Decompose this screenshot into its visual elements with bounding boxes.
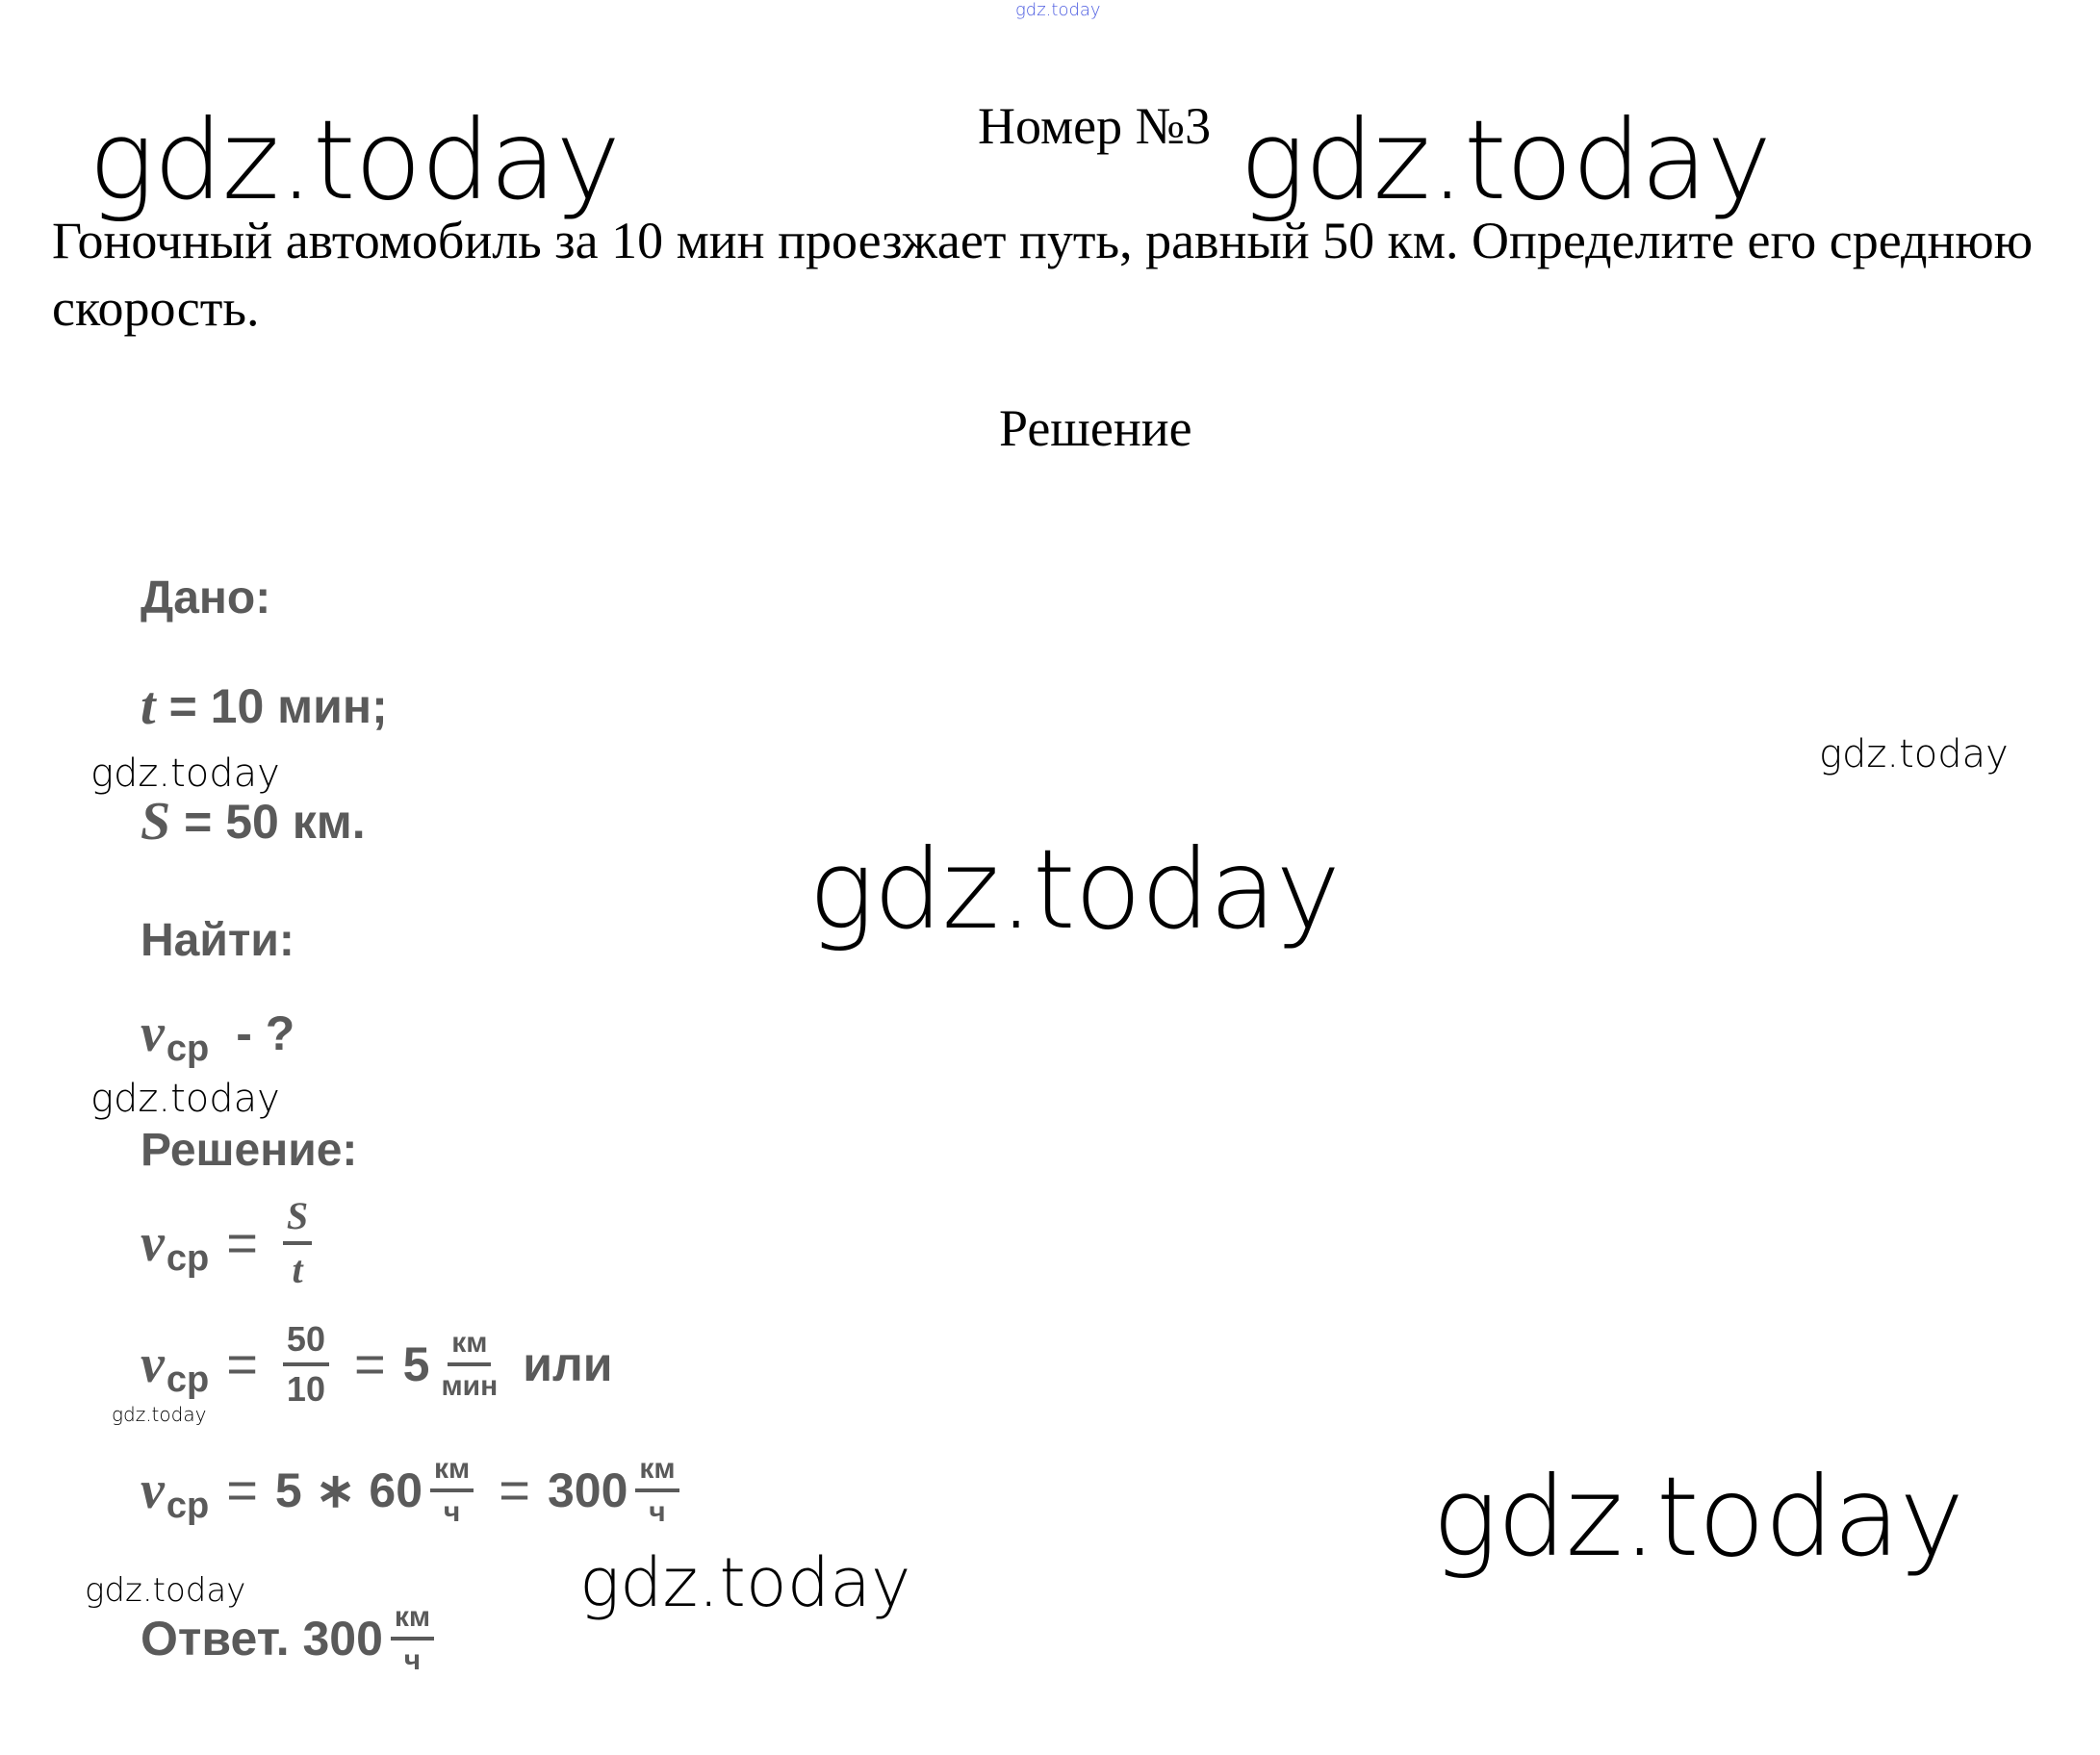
unit-numerator: км [448, 1327, 491, 1366]
time-value: = 10 мин; [168, 679, 388, 733]
velocity-variable: v [141, 1213, 165, 1273]
watermark-small: gdz.today [1819, 732, 2009, 776]
given-time [141, 676, 388, 736]
unit-fraction [437, 1327, 501, 1402]
velocity-subscript: ср [166, 1238, 210, 1279]
answer-label: Ответ. 300 [141, 1612, 383, 1666]
unit-numerator: км [391, 1601, 434, 1641]
unit-fraction [430, 1453, 474, 1528]
unit-denominator: мин [441, 1369, 499, 1402]
watermark-medium: gdz.today [579, 1543, 911, 1622]
given-distance [141, 792, 366, 852]
unit-numerator: км [635, 1453, 679, 1492]
fraction-numerator: 50 [283, 1320, 329, 1366]
velocity-subscript: ср [166, 1359, 210, 1400]
watermark-large: gdz.today [89, 96, 620, 224]
distance-value: = 50 км. [184, 795, 366, 849]
find-label: Найти: [141, 915, 295, 966]
distance-variable: S [141, 792, 171, 852]
calculation-line-2 [141, 1453, 687, 1528]
result-value: 5 [402, 1336, 430, 1391]
fraction-numerator: S [283, 1195, 312, 1245]
unit-denominator: ч [443, 1496, 461, 1528]
task-text: Гоночный автомобиль за 10 мин проезжает путь, равный 50 км. Определите его среднюю скорость. [52, 212, 2034, 337]
time-variable: t [141, 676, 156, 736]
unit-denominator: ч [649, 1496, 666, 1528]
fraction-denominator: 10 [286, 1368, 325, 1409]
equals-sign: = [353, 1333, 386, 1394]
unit-denominator: ч [403, 1644, 422, 1676]
task-title: Номер №3 [978, 97, 1212, 155]
watermark-small: gdz.today [85, 1571, 246, 1610]
find-value [141, 1004, 295, 1069]
equals-sign: = [499, 1460, 530, 1520]
watermark-tiny: gdz.today [112, 1403, 207, 1426]
watermark-top: gdz.today [1015, 0, 1101, 20]
watermark-large: gdz.today [808, 826, 1340, 954]
result-value: 300 [547, 1463, 628, 1517]
velocity-variable: v [141, 1334, 165, 1394]
velocity-subscript: ср [166, 1486, 210, 1526]
equals-sign: = [226, 1460, 258, 1520]
watermark-large: gdz.today [1432, 1453, 1963, 1581]
answer-line [141, 1601, 442, 1676]
watermark-small: gdz.today [90, 751, 280, 796]
solution-label: Решение: [141, 1125, 358, 1176]
equals-sign: = [226, 1333, 258, 1394]
unit-numerator: км [430, 1453, 474, 1492]
find-suffix: - ? [236, 1006, 295, 1060]
unit-fraction [635, 1453, 679, 1528]
calculation-line-1 [141, 1320, 613, 1408]
velocity-variable: v [141, 1004, 165, 1063]
formula-fraction [283, 1195, 312, 1291]
velocity-variable: v [141, 1461, 165, 1520]
multiplication-expression: 5 ∗ 60 [274, 1463, 423, 1517]
velocity-subscript: ср [166, 1029, 210, 1069]
fraction-denominator: t [292, 1248, 303, 1291]
solution-heading: Решение [999, 399, 1192, 457]
or-word: или [523, 1336, 613, 1391]
equals-sign: = [226, 1212, 258, 1273]
value-fraction [283, 1320, 329, 1408]
watermark-large: gdz.today [1240, 96, 1771, 224]
unit-fraction [391, 1601, 434, 1676]
watermark-small: gdz.today [90, 1077, 280, 1121]
given-label: Дано: [141, 572, 271, 623]
formula-line [141, 1195, 320, 1291]
